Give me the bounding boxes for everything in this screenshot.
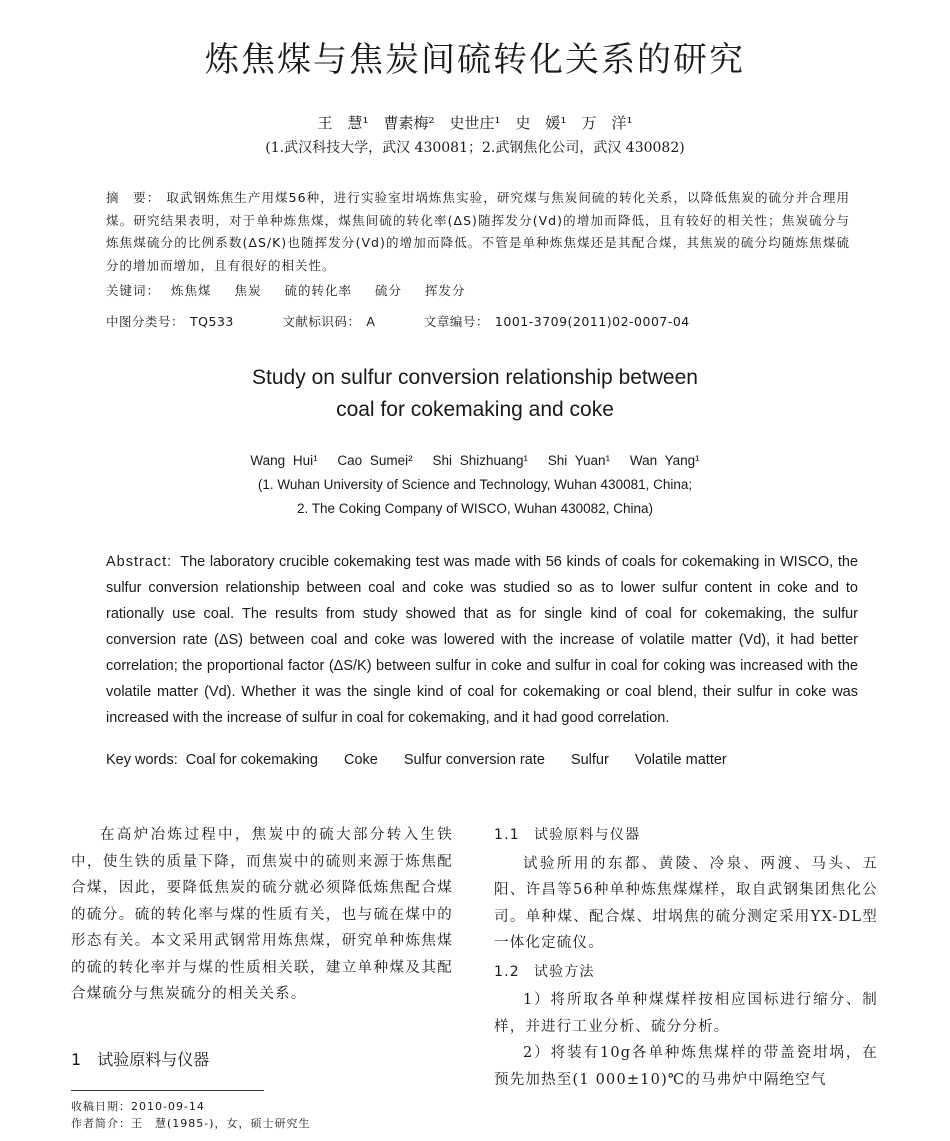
footnote-divider [71,1090,264,1091]
subsection-number: 1.2 [494,963,520,980]
chinese-affiliation: (1.武汉科技大学，武汉 430081；2.武钢焦化公司，武汉 430082) [265,140,685,156]
right-column [494,822,878,1093]
english-abstract-label: Abstract: [106,554,173,570]
subsection-heading [494,959,878,986]
subsection-title: 试验原料与仪器 [533,827,641,843]
doc-code-value: A [366,314,376,329]
english-author: Cao Sumei² [337,453,413,468]
english-keyword: Sulfur conversion rate [403,752,545,768]
english-authors [0,453,950,468]
english-abstract-text: The laboratory crucible cokemaking test was made with 56 kinds of coals for cokemaking in WISCO, the sulfur conversion relationship between coal and coke was studied so as to lower sulfur content in coke and to rationally use coal. The results from study showed that as for single kind of coal for cokemaking, the sulfur conversion rate (ΔS) between coal and coke was lowered with the increase of volatile matter (Vd), it had better correlation; the proportional factor (ΔS/K) between sulfur in coke and sulfur in coal for coking was increased with the volatile matter (Vd). Whether it was the single kind of coal for cokemaking or coal blend, their sulfur in coke was increased with the increase of sulfur in coal for cokemaking, and it had good correlation. [106,554,858,726]
subsection-heading [494,822,878,849]
left-column [71,822,453,1008]
classification-line [106,312,866,330]
english-author: Wan Yang¹ [629,453,700,468]
chinese-keywords [106,281,850,299]
footnote-received-date: 收稿日期：2010-09-14 [71,1100,205,1113]
chinese-keyword: 挥发分 [425,283,466,298]
english-keyword: Coal for cokemaking [185,752,318,768]
english-affiliation-line: 2. The Coking Company of WISCO, Wuhan 430082, China) [297,501,653,516]
english-author: Wang Hui¹ [250,453,318,468]
article-number-label: 文章编号： [423,314,489,329]
subsection-title: 试验方法 [533,963,595,980]
chinese-keyword: 炼焦煤 [171,283,212,298]
english-keywords-label: Key words: [106,752,178,768]
english-keyword: Volatile matter [634,752,727,768]
english-keyword: Coke [343,752,378,768]
materials-paragraph: 试验所用的东都、黄陵、冷泉、两渡、马头、五阳、许昌等56种单种炼焦煤煤样，取自武钢集团焦化公司。单种煤、配合煤、坩埚焦的硫分测定采用YX-DL型一体化定硫仪。 [494,855,878,951]
chinese-keyword: 硫分 [375,283,403,298]
method-step: 2）将装有10g各单种炼焦煤样的带盖瓷坩埚，在预先加热至(1 000±10)℃的马弗炉中隔绝空气 [494,1045,878,1088]
chinese-keyword: 焦炭 [234,283,262,298]
footnotes [71,1098,471,1132]
english-keyword: Sulfur [570,752,609,768]
english-keywords [106,752,858,768]
section-title: 试验原料与仪器 [97,1050,210,1069]
article-number-value: 1001-3709(2011)02-0007-04 [494,314,690,329]
english-affiliation [0,473,950,521]
chinese-abstract [106,187,850,277]
chinese-authors: 王 慧¹ 曹素梅² 史世庄¹ 史 媛¹ 万 洋¹ [317,114,633,132]
section-heading [71,1047,453,1070]
clc-value: TQ533 [190,314,234,329]
chinese-title: 炼焦煤与焦炭间硫转化关系的研究 [205,40,745,80]
english-affiliation-line: (1. Wuhan University of Science and Technology, Wuhan 430081, China; [257,477,693,492]
english-title-line: Study on sulfur conversion relationship between [252,366,698,389]
english-author: Shi Shizhuang¹ [432,453,528,468]
subsection-number: 1.1 [494,827,520,843]
chinese-keyword: 硫的转化率 [284,283,353,298]
english-title [0,362,950,426]
english-title-line: coal for cokemaking and coke [336,398,614,421]
chinese-abstract-label: 摘 要： [106,190,161,205]
clc-label: 中图分类号： [106,314,185,329]
chinese-keywords-label: 关键词： [106,283,161,298]
method-step: 1）将所取各单种煤煤样按相应国标进行缩分、制样，并进行工业分析、硫分分析。 [494,992,878,1035]
chinese-abstract-text: 取武钢炼焦生产用煤56种，进行实验室坩埚炼焦实验，研究煤与焦炭间硫的转化关系，以降低焦炭的硫分并合理用煤。研究结果表明，对于单种炼焦煤，煤焦间硫的转化率(ΔS)随挥发分(Vd)的增加而降低，且有较好的相关性；焦炭硫分与炼焦煤硫分的比例系数(ΔS/K)也随挥发分(Vd)的增加而降低。不管是单种炼焦煤还是其配合煤，其焦炭的硫分均随炼焦煤硫分的增加而增加，且有很好的相关性。 [106,190,850,273]
english-abstract [106,549,858,731]
intro-paragraph: 在高炉冶炼过程中，焦炭中的硫大部分转入生铁中，使生铁的质量下降，而焦炭中的硫则来源于炼焦配合煤，因此，要降低焦炭的硫分就必须降低炼焦配合煤的硫分。硫的转化率与煤的性质有关，也与硫在煤中的形态有关。本文采用武钢常用炼焦煤，研究单种炼焦煤的硫的转化率并与煤的性质相关联，建立单种煤及其配合煤硫分与焦炭硫分的相关关系。 [71,827,453,1002]
footnote-author-bio: 作者简介：王 慧(1985-)，女，硕士研究生 [71,1117,311,1130]
english-author: Shi Yuan¹ [547,453,611,468]
doc-code-label: 文献标识码： [282,314,361,329]
section-number: 1 [71,1050,82,1069]
